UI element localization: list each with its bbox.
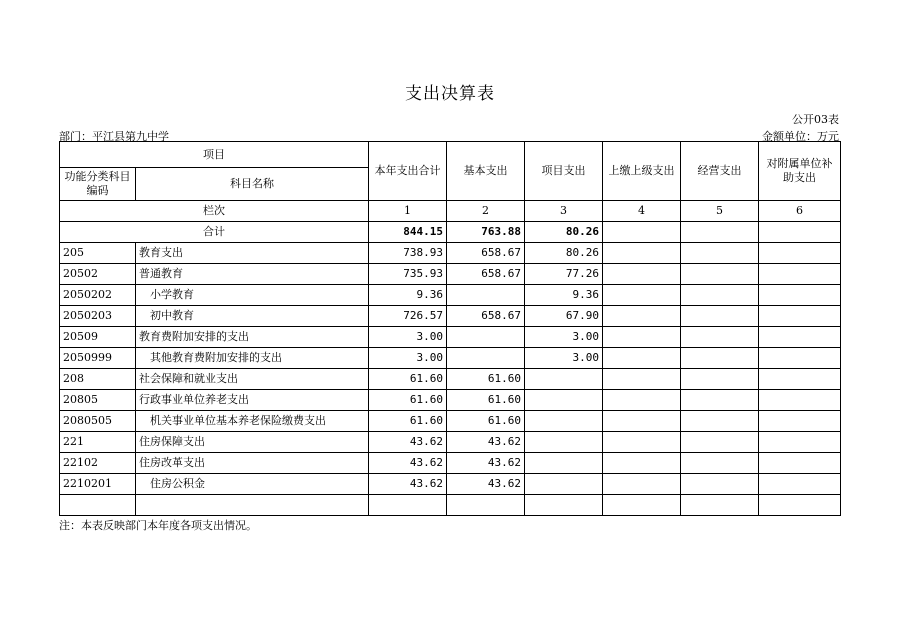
row-business xyxy=(681,411,759,432)
row-name: 住房保障支出 xyxy=(136,432,369,453)
header-row-1 xyxy=(60,142,841,168)
total-subsidiary xyxy=(759,222,841,243)
header-project: 项目 xyxy=(60,142,369,168)
header-total: 本年支出合计 xyxy=(369,142,447,201)
row-upper xyxy=(603,264,681,285)
unit-label: 金额单位：万元 xyxy=(762,130,839,143)
row-business xyxy=(681,306,759,327)
row-basic: 658.67 xyxy=(447,264,525,285)
row-business xyxy=(681,432,759,453)
row-subsidiary xyxy=(759,474,841,495)
row-code: 2080505 xyxy=(60,411,136,432)
row-total: 61.60 xyxy=(369,369,447,390)
empty-cell xyxy=(369,495,447,516)
empty-cell xyxy=(603,495,681,516)
row-upper xyxy=(603,243,681,264)
row-business xyxy=(681,369,759,390)
row-subsidiary xyxy=(759,369,841,390)
row-basic: 658.67 xyxy=(447,306,525,327)
row-business xyxy=(681,243,759,264)
row-subsidiary xyxy=(759,453,841,474)
row-business xyxy=(681,264,759,285)
table-row xyxy=(60,243,841,264)
row-name: 住房公积金 xyxy=(136,474,369,495)
row-upper xyxy=(603,369,681,390)
header-business: 经营支出 xyxy=(681,142,759,201)
total-amount: 844.15 xyxy=(369,222,447,243)
row-basic xyxy=(447,285,525,306)
table-row xyxy=(60,390,841,411)
table-row xyxy=(60,348,841,369)
row-project: 80.26 xyxy=(525,243,603,264)
row-code: 208 xyxy=(60,369,136,390)
expenditure-table xyxy=(59,141,841,516)
row-upper xyxy=(603,474,681,495)
row-code: 205 xyxy=(60,243,136,264)
row-upper xyxy=(603,453,681,474)
row-upper xyxy=(603,411,681,432)
row-basic xyxy=(447,348,525,369)
row-code: 20502 xyxy=(60,264,136,285)
column-row-label: 栏次 xyxy=(60,201,369,222)
row-name: 其他教育费附加安排的支出 xyxy=(136,348,369,369)
empty-cell xyxy=(759,495,841,516)
table-row xyxy=(60,306,841,327)
column-number: 4 xyxy=(603,201,681,222)
row-total: 43.62 xyxy=(369,474,447,495)
row-subsidiary xyxy=(759,432,841,453)
page-title: 支出决算表 xyxy=(405,84,495,104)
row-subsidiary xyxy=(759,411,841,432)
column-number: 1 xyxy=(369,201,447,222)
row-total: 735.93 xyxy=(369,264,447,285)
row-basic: 43.62 xyxy=(447,453,525,474)
department-label: 部门：平江县第九中学 xyxy=(59,130,169,143)
table-row xyxy=(60,369,841,390)
row-name: 住房改革支出 xyxy=(136,453,369,474)
empty-row xyxy=(60,495,841,516)
total-business xyxy=(681,222,759,243)
header-func-code: 功能分类科目编码 xyxy=(60,168,136,201)
footnote: 注：本表反映部门本年度各项支出情况。 xyxy=(59,519,257,532)
total-row xyxy=(60,222,841,243)
row-project xyxy=(525,453,603,474)
row-code: 2210201 xyxy=(60,474,136,495)
row-business xyxy=(681,348,759,369)
row-project xyxy=(525,432,603,453)
row-name: 教育费附加安排的支出 xyxy=(136,327,369,348)
row-subsidiary xyxy=(759,264,841,285)
row-project: 3.00 xyxy=(525,327,603,348)
row-code: 2050999 xyxy=(60,348,136,369)
row-basic: 61.60 xyxy=(447,411,525,432)
row-upper xyxy=(603,327,681,348)
row-name: 普通教育 xyxy=(136,264,369,285)
row-basic: 61.60 xyxy=(447,390,525,411)
row-name: 社会保障和就业支出 xyxy=(136,369,369,390)
row-project xyxy=(525,411,603,432)
table-row xyxy=(60,285,841,306)
row-upper xyxy=(603,348,681,369)
row-business xyxy=(681,327,759,348)
row-total: 738.93 xyxy=(369,243,447,264)
row-name: 小学教育 xyxy=(136,285,369,306)
header-upper: 上缴上级支出 xyxy=(603,142,681,201)
total-project: 80.26 xyxy=(525,222,603,243)
row-business xyxy=(681,285,759,306)
empty-cell xyxy=(136,495,369,516)
row-subsidiary xyxy=(759,390,841,411)
row-total: 43.62 xyxy=(369,432,447,453)
row-project xyxy=(525,390,603,411)
row-basic: 43.62 xyxy=(447,474,525,495)
column-number-row xyxy=(60,201,841,222)
table-row xyxy=(60,327,841,348)
header-subsidiary: 对附属单位补助支出 xyxy=(759,142,841,201)
empty-cell xyxy=(681,495,759,516)
row-basic: 43.62 xyxy=(447,432,525,453)
row-total: 9.36 xyxy=(369,285,447,306)
row-name: 教育支出 xyxy=(136,243,369,264)
row-code: 20509 xyxy=(60,327,136,348)
row-business xyxy=(681,453,759,474)
row-business xyxy=(681,390,759,411)
table-row xyxy=(60,453,841,474)
row-upper xyxy=(603,390,681,411)
empty-cell xyxy=(60,495,136,516)
column-number: 5 xyxy=(681,201,759,222)
header-subject-name: 科目名称 xyxy=(136,168,369,201)
header-basic: 基本支出 xyxy=(447,142,525,201)
total-upper xyxy=(603,222,681,243)
empty-cell xyxy=(525,495,603,516)
total-label: 合计 xyxy=(60,222,369,243)
row-total: 3.00 xyxy=(369,327,447,348)
row-total: 3.00 xyxy=(369,348,447,369)
row-code: 2050202 xyxy=(60,285,136,306)
row-total: 61.60 xyxy=(369,411,447,432)
total-basic: 763.88 xyxy=(447,222,525,243)
row-name: 行政事业单位养老支出 xyxy=(136,390,369,411)
row-subsidiary xyxy=(759,243,841,264)
row-subsidiary xyxy=(759,348,841,369)
row-total: 61.60 xyxy=(369,390,447,411)
column-number: 6 xyxy=(759,201,841,222)
row-total: 43.62 xyxy=(369,453,447,474)
row-subsidiary xyxy=(759,306,841,327)
column-number: 2 xyxy=(447,201,525,222)
row-project: 77.26 xyxy=(525,264,603,285)
row-name: 机关事业单位基本养老保险缴费支出 xyxy=(136,411,369,432)
row-project: 3.00 xyxy=(525,348,603,369)
column-number: 3 xyxy=(525,201,603,222)
table-row xyxy=(60,264,841,285)
row-basic xyxy=(447,327,525,348)
row-total: 726.57 xyxy=(369,306,447,327)
header-project-expense: 项目支出 xyxy=(525,142,603,201)
empty-cell xyxy=(447,495,525,516)
row-code: 221 xyxy=(60,432,136,453)
row-project xyxy=(525,474,603,495)
row-code: 2050203 xyxy=(60,306,136,327)
row-basic: 658.67 xyxy=(447,243,525,264)
row-business xyxy=(681,474,759,495)
row-code: 20805 xyxy=(60,390,136,411)
row-project xyxy=(525,369,603,390)
row-upper xyxy=(603,306,681,327)
row-project: 9.36 xyxy=(525,285,603,306)
row-upper xyxy=(603,432,681,453)
row-upper xyxy=(603,285,681,306)
row-subsidiary xyxy=(759,285,841,306)
form-number: 公开03表 xyxy=(792,113,839,126)
table-row xyxy=(60,411,841,432)
table-row xyxy=(60,432,841,453)
row-name: 初中教育 xyxy=(136,306,369,327)
row-subsidiary xyxy=(759,327,841,348)
row-code: 22102 xyxy=(60,453,136,474)
table-row xyxy=(60,474,841,495)
row-project: 67.90 xyxy=(525,306,603,327)
row-basic: 61.60 xyxy=(447,369,525,390)
